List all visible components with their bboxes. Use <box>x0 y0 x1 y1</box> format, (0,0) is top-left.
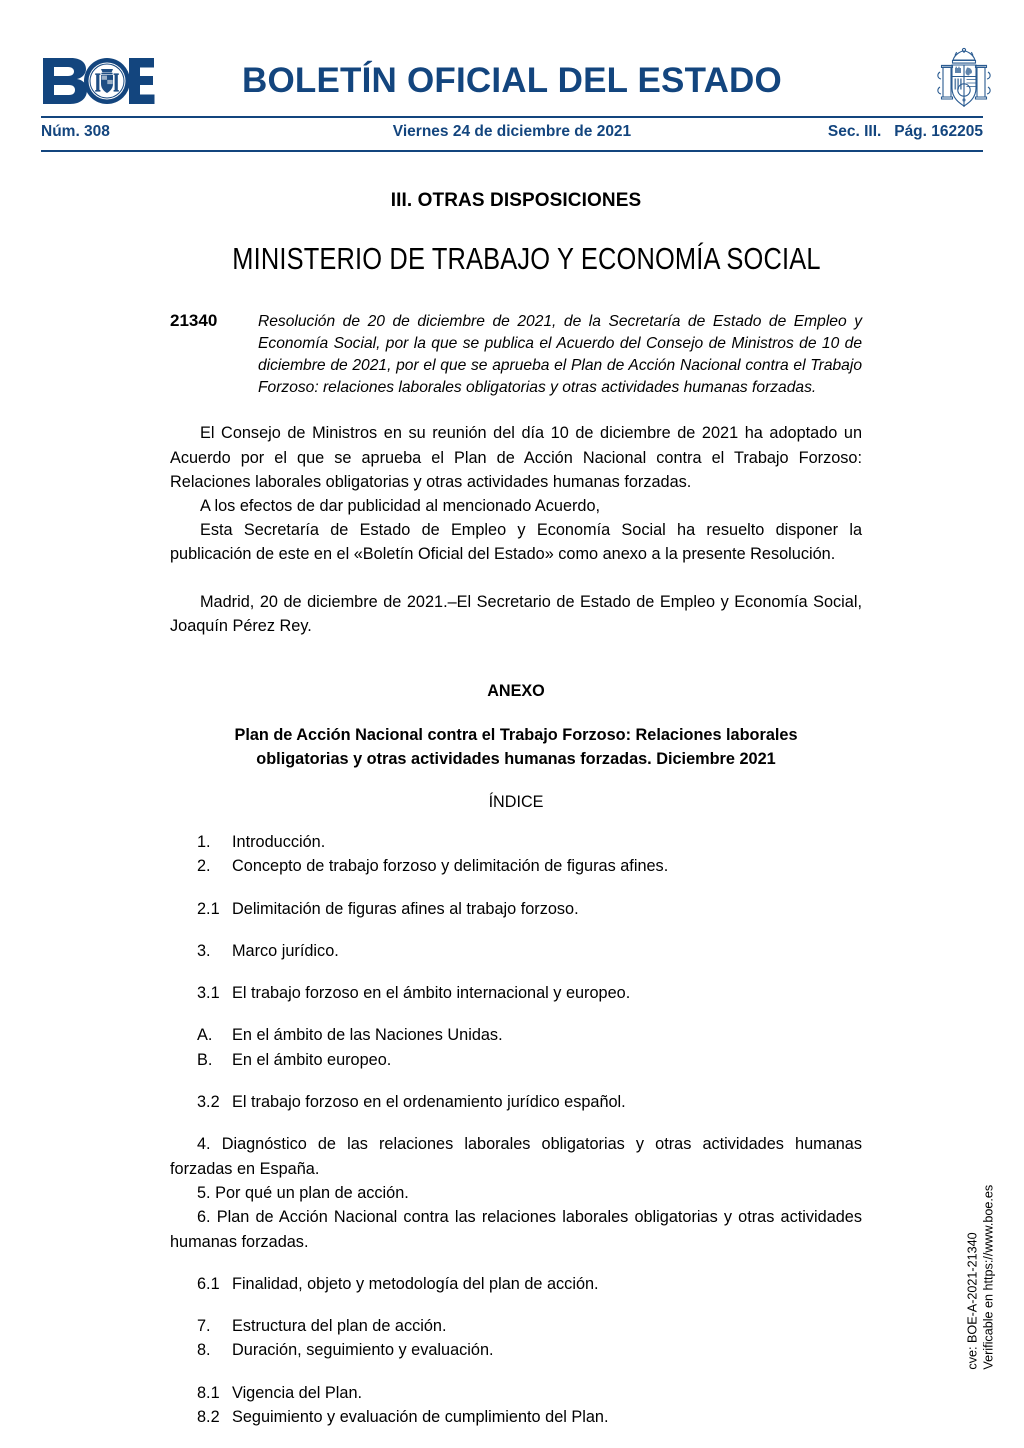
index-item-number: 2.1 <box>197 899 220 918</box>
index-item <box>170 1405 862 1429</box>
index-group-2 <box>170 897 862 921</box>
annex-title: Plan de Acción Nacional contra el Trabajo Forzoso: Relaciones laborales obligatorias y otras actividades humanas forzadas. Diciembre 2021 <box>234 726 798 768</box>
index-group-3 <box>170 939 862 963</box>
index-flow-block <box>170 1132 862 1253</box>
index-item-label: El trabajo forzoso en el ordenamiento jurídico español. <box>232 1093 626 1112</box>
body-paragraph-1: El Consejo de Ministros en su reunión del día 10 de diciembre de 2021 ha adoptado un Acuerdo por el que se aprueba el Plan de Acción Nacional contra el Trabajo Forzoso: Relaciones laborales obligatorias y otras actividades humanas forzadas. <box>170 424 862 491</box>
verify-url-text: Verificable en https://www.boe.es <box>981 1185 996 1370</box>
resolution-block <box>170 311 862 399</box>
section-heading: III. OTRAS DISPOSICIONES <box>390 190 642 211</box>
index-group-9 <box>170 1381 862 1430</box>
index-item-number: 3.1 <box>197 984 220 1003</box>
index-item-label: En el ámbito europeo. <box>232 1050 392 1069</box>
index-item <box>170 1023 862 1047</box>
cve-sidebar <box>965 1130 1008 1370</box>
issue-number: Núm. 308 <box>41 123 110 140</box>
page-title: BOLETÍN OFICIAL DEL ESTADO <box>242 61 782 100</box>
index-item-label: El trabajo forzoso en el ámbito internacional y europeo. <box>232 984 631 1003</box>
index-item-number: A. <box>197 1026 213 1045</box>
signature-block <box>170 590 862 638</box>
index-item <box>170 897 862 921</box>
index-item-number: 7. <box>197 1317 211 1336</box>
index-group-4 <box>170 981 862 1005</box>
index-item-number: 8.2 <box>197 1408 220 1427</box>
index-item-label: Estructura del plan de acción. <box>232 1317 447 1336</box>
resolution-number: 21340 <box>170 311 218 330</box>
signature-paragraph: Madrid, 20 de diciembre de 2021.–El Secretario de Estado de Empleo y Economía Social, Joaquín Pérez Rey. <box>170 592 862 635</box>
index-item <box>170 1090 862 1114</box>
index-item-number: 6.1 <box>197 1274 220 1293</box>
index-item <box>170 1048 862 1072</box>
index-item-number: 3.2 <box>197 1093 220 1112</box>
index-item-number: 3. <box>197 941 211 960</box>
index-group-8 <box>170 1314 862 1363</box>
index-item <box>170 854 862 878</box>
index-item-number: 8.1 <box>197 1383 220 1402</box>
index-item-label: Duración, seguimiento y evaluación. <box>232 1341 494 1360</box>
index-item <box>170 1381 862 1405</box>
index-group-7 <box>170 1272 862 1296</box>
index-item-label: Concepto de trabajo forzoso y delimitación de figuras afines. <box>232 857 669 876</box>
index-item-label: Delimitación de figuras afines al trabajo forzoso. <box>232 899 579 918</box>
index-item-number: 1. <box>197 833 211 851</box>
index-item-number: 8. <box>197 1341 211 1360</box>
index-item-5: 5. Por qué un plan de acción. <box>197 1183 409 1202</box>
index-item-label: Introducción. <box>232 833 326 851</box>
issue-date: Viernes 24 de diciembre de 2021 <box>392 123 632 140</box>
index-item-4: 4. Diagnóstico de las relaciones laborales obligatorias y otras actividades humanas forzadas en España. <box>170 1135 862 1178</box>
index-group-1 <box>170 830 862 879</box>
index-item-label: En el ámbito de las Naciones Unidas. <box>232 1026 503 1045</box>
index-label: ÍNDICE <box>488 793 544 811</box>
index-group-5 <box>170 1023 862 1072</box>
index-item <box>170 981 862 1005</box>
annex-label: ANEXO <box>487 682 545 700</box>
index-item <box>170 830 862 854</box>
index-item-label: Vigencia del Plan. <box>232 1383 363 1402</box>
index-item-label: Seguimiento y evaluación de cumplimiento del Plan. <box>232 1408 609 1427</box>
body-paragraph-3: Esta Secretaría de Estado de Empleo y Economía Social ha resuelto disponer la publicación de este en el «Boletín Oficial del Estado» como anexo a la presente Resolución. <box>170 521 862 564</box>
index-item <box>170 1338 862 1362</box>
index-item-label: Finalidad, objeto y metodología del plan de acción. <box>232 1274 599 1293</box>
coat-of-arms-icon <box>931 46 997 114</box>
index-item-number: 2. <box>197 857 211 876</box>
resolution-summary: Resolución de 20 de diciembre de 2021, de la Secretaría de Estado de Empleo y Economía Social, por la que se publica el Acuerdo del Consejo de Ministros de 10 de diciembre de 2021, por el que se aprueba el Plan de Acción Nacional contra el Trabajo Forzoso: relaciones laborales obligatorias y otras actividades humanas forzadas. <box>258 313 862 397</box>
index-item-label: Marco jurídico. <box>232 941 339 960</box>
body-paragraph-2: A los efectos de dar publicidad al mencionado Acuerdo, <box>200 496 601 515</box>
index-item <box>170 1272 862 1296</box>
index-item <box>170 939 862 963</box>
index-group-6 <box>170 1090 862 1114</box>
document-content <box>170 0 862 1429</box>
cve-code: cve: BOE-A-2021-21340 <box>965 1232 980 1370</box>
index-item-6: 6. Plan de Acción Nacional contra las relaciones laborales obligatorias y otras actividades humanas forzadas. <box>170 1208 862 1251</box>
ministry-heading: MINISTERIO DE TRABAJO Y ECONOMÍA SOCIAL <box>232 241 821 276</box>
index-item <box>170 1314 862 1338</box>
index-item-number: B. <box>197 1050 213 1069</box>
body-paragraphs <box>170 421 862 566</box>
section-page: Sec. III. Pág. 162205 <box>827 123 983 140</box>
